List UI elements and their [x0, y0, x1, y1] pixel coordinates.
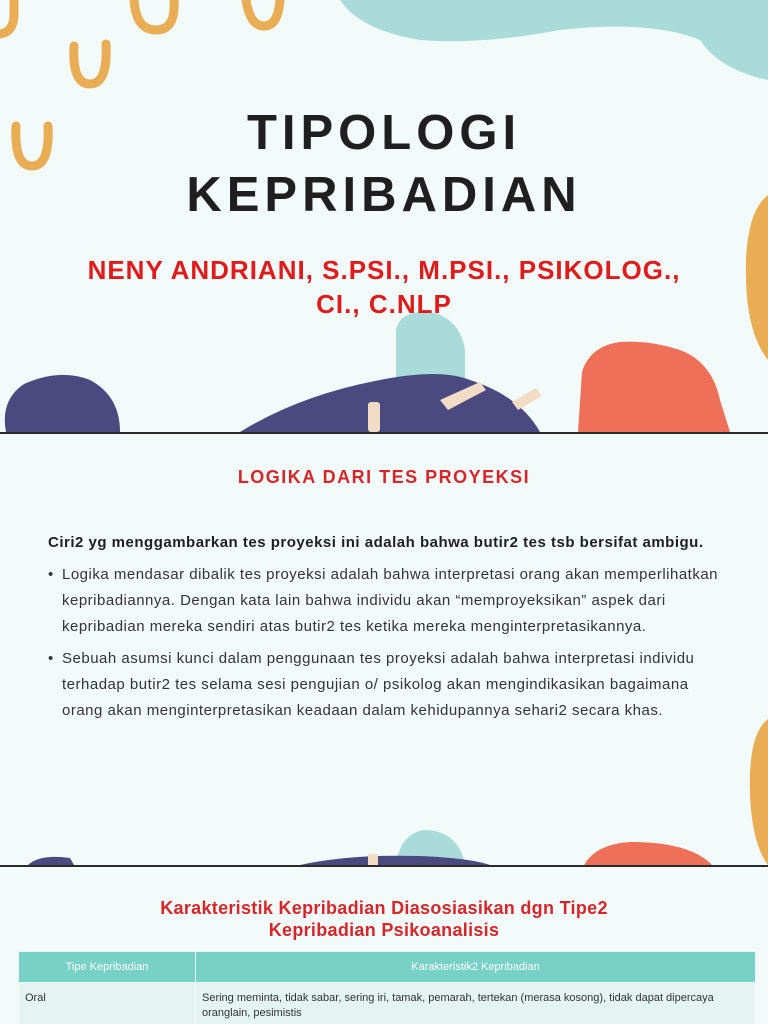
slide-heading: [0, 897, 768, 941]
personality-table: [18, 951, 756, 1024]
navy-blob-left: [28, 857, 74, 865]
bullet-dot: •: [48, 650, 54, 667]
slide-title-line-1: TIPOLOGI: [246, 106, 522, 160]
mustard-u-shape-4: [74, 44, 106, 84]
title-slide: [0, 0, 768, 432]
bullet-dot: •: [48, 566, 54, 583]
coral-blob: [584, 842, 712, 865]
table-header-row: [19, 952, 756, 983]
table-slide: [0, 867, 768, 1024]
bullet-item: [48, 646, 728, 724]
mustard-u-shape-2: [134, 0, 174, 30]
slide-body: [48, 530, 728, 730]
intro-paragraph: Ciri2 yg menggambarkan tes proyeksi ini adalah bahwa butir2 tes tsb bersifat ambigu.: [48, 534, 704, 551]
cream-stick-1: [368, 402, 380, 432]
author-line-1: NENY ANDRIANI, S.PSI., M.PSI., PSIKOLOG.,: [87, 255, 681, 285]
column-header-characteristics: Karakteristik2 Kepribadian: [196, 952, 756, 983]
navy-blob-center: [240, 374, 540, 432]
bullet-item: [48, 562, 728, 640]
navy-blob-left: [5, 375, 120, 432]
cream-stick-3: [512, 388, 542, 410]
author-line-2: CI., C.NLP: [316, 289, 452, 319]
mustard-edge-shape: [750, 719, 768, 865]
bullet-text: Sebuah asumsi kunci dalam penggunaan tes proyeksi adalah bahwa interpretasi individu terhadap butir2 tes selama sesi pengujian o/ psikolog akan mengindikasikan bagaimana orang akan menginterpretasikan keadaan dalam kehidupannya sehari2 secara khas.: [62, 650, 695, 719]
mustard-u-shape-3: [246, 0, 280, 26]
content-slide: [0, 434, 768, 865]
slide-heading: LOGIKA DARI TES PROYEKSI: [237, 467, 531, 487]
table-cell-type: Oral: [19, 983, 196, 1024]
mustard-u-shape-1: [0, 0, 14, 34]
coral-blob: [578, 342, 730, 432]
column-header-type: Tipe Kepribadian: [19, 952, 196, 983]
table-row: [19, 983, 756, 1024]
slide-heading-line-2: Kepribadian Psikoanalisis: [268, 920, 500, 940]
cream-stick: [368, 854, 378, 865]
table-cell-characteristics: Sering meminta, tidak sabar, sering iri, tamak, pemarah, tertekan (merasa kosong), tidak dapat dipercaya oranglain, pesimistis: [196, 983, 756, 1024]
bullet-text: Logika mendasar dibalik tes proyeksi adalah bahwa interpretasi orang akan memperlihatkan kepribadiannya. Dengan kata lain bahwa individu akan “memproyeksikan” aspek dari kepribadian mereka sendiri atas butir2 tes ketika mereka menginterpretasikannya.: [62, 566, 719, 635]
slide-heading-line-1: Karakteristik Kepribadian Diasosiasikan dgn Tipe2: [160, 898, 608, 918]
slide-title-line-2: KEPRIBADIAN: [186, 168, 582, 222]
teal-blob: [340, 0, 768, 80]
